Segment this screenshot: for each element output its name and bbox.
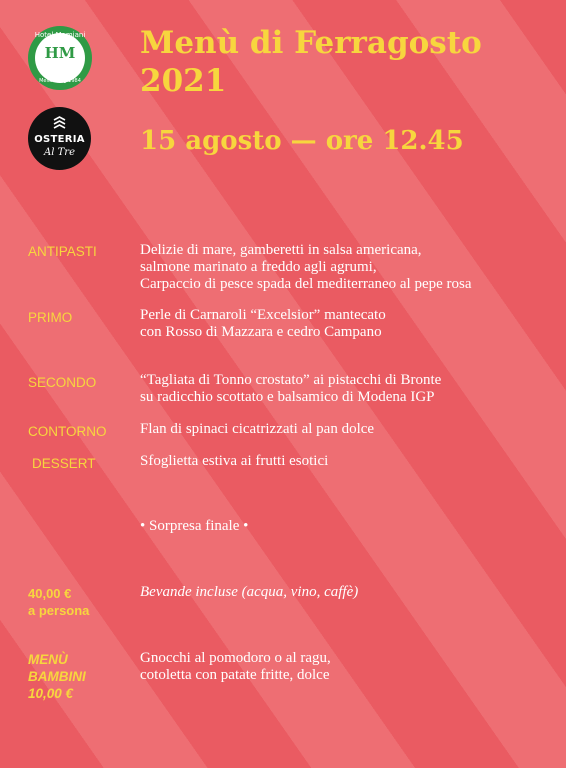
osteria-line1: OSTERIA (34, 134, 85, 145)
secondo-line: “Tagliata di Tonno crostato” ai pistacchi di Bronte (140, 372, 442, 388)
drinks-included-note: Bevande incluse (acqua, vino, caffè) (140, 584, 359, 600)
antipasti-description (140, 242, 472, 293)
osteria-mark-icon (52, 116, 67, 131)
sorpresa-finale: • Sorpresa finale • (140, 518, 249, 534)
kids-price: 10,00 € (28, 686, 74, 701)
price-per-person: a persona (28, 603, 90, 618)
primo-line: con Rosso di Mazzara e cedro Campano (140, 324, 382, 340)
title-line2: 2021 (140, 63, 227, 99)
kids-line: cotoletta con patate fritte, dolce (140, 667, 330, 683)
osteria-line2: Al Tre (44, 147, 75, 158)
kids-menu-description (140, 650, 331, 684)
primo-description (140, 307, 386, 341)
event-date: 15 agosto — ore 12.45 (140, 126, 464, 156)
hotel-mamiani-logo (28, 26, 92, 90)
antipasti-line: Carpaccio di pesce spada del mediterraneo al pepe rosa (140, 276, 472, 292)
logo-top-text: Hotel Mamiani (34, 31, 86, 39)
antipasti-line: Delizie di mare, gamberetti in salsa americana, (140, 242, 422, 258)
price-amount: 40,00 € (28, 586, 72, 601)
kids-label-line1: MENÙ (28, 652, 68, 667)
kids-label-line2: BAMBINI (28, 669, 86, 684)
kids-menu-label (28, 651, 86, 702)
contorno-label: CONTORNO (28, 424, 107, 439)
osteria-al-tre-logo (28, 107, 91, 170)
dessert-label: DESSERT (32, 456, 96, 471)
primo-label: PRIMO (28, 310, 73, 325)
secondo-label: SECONDO (28, 375, 97, 390)
logo-bottom-text: Meliadomg 1984 (39, 78, 81, 84)
contorno-line: Flan di spinaci cicatrizzati al pan dolce (140, 421, 375, 437)
antipasti-line: salmone marinato a freddo agli agrumi, (140, 259, 377, 275)
price-block (28, 585, 89, 619)
kids-line: Gnocchi al pomodoro o al ragu, (140, 650, 331, 666)
secondo-description (140, 372, 441, 406)
primo-line: Perle di Carnaroli “Excelsior” mantecato (140, 307, 386, 323)
antipasti-label: ANTIPASTI (28, 244, 97, 259)
page-title (140, 24, 482, 100)
title-line1: Menù di Ferragosto (140, 25, 482, 61)
dessert-line: Sfoglietta estiva ai frutti esotici (140, 453, 329, 469)
secondo-line: su radicchio scottato e balsamico di Modena IGP (140, 389, 435, 405)
dessert-description (140, 453, 328, 470)
contorno-description (140, 421, 374, 438)
logo-letters: HM (44, 44, 76, 62)
